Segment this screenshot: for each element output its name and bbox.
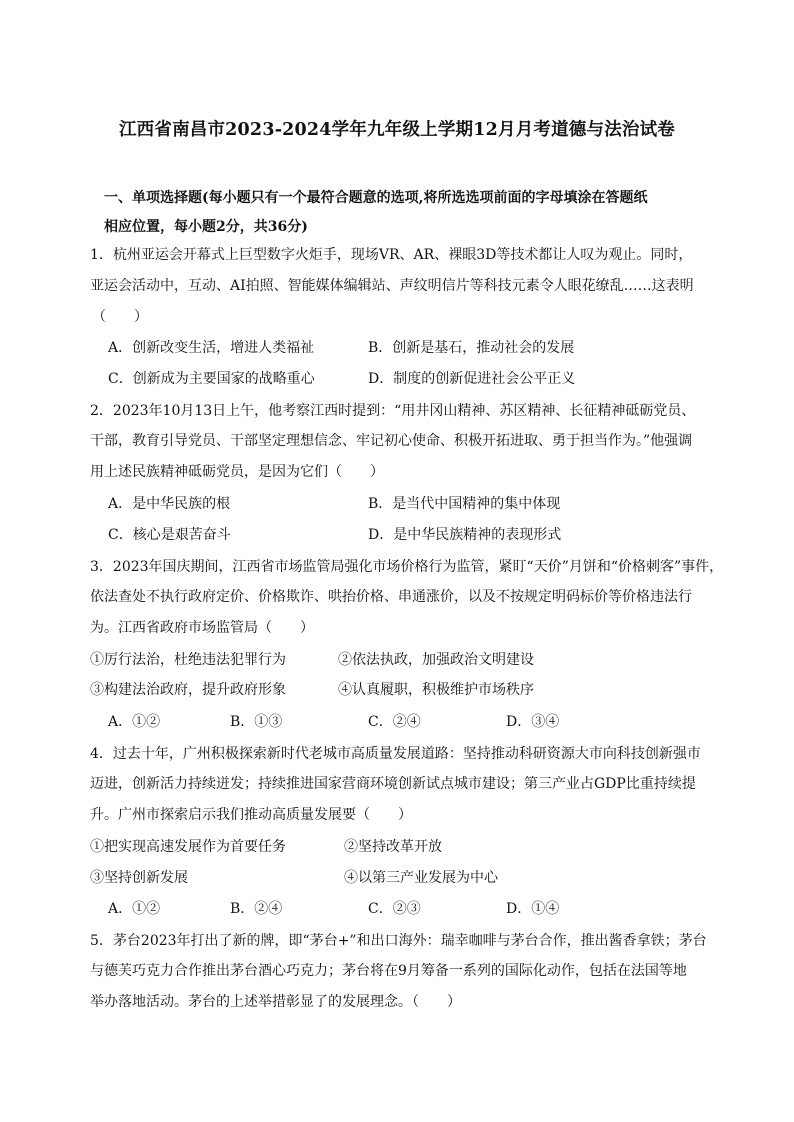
question-stem-line: 升。广州市探索启示我们推动高质量发展要（ ） (90, 807, 412, 823)
option-a: A．创新改变生活，增进人类福祉 (108, 340, 315, 356)
question-stem-line: 干部，教育引导党员、干部坚定理想信念、牢记初心使命、积极开拓进取、勇于担当作为。”他强调 (90, 433, 693, 449)
statement-3: ③构建法治政府，提升政府形象 (90, 682, 286, 698)
question-stem-line: 用上述民族精神砥砺党员，是因为它们（ ） (90, 464, 384, 480)
statement-1: ①厉行法治，杜绝违法犯罪行为 (90, 652, 286, 668)
statement-4: ④以第三产业发展为中心 (344, 870, 498, 886)
section-heading-line-2: 相应位置，每小题2分，共36分) (104, 219, 308, 235)
option-d: D．①④ (506, 901, 560, 917)
section-heading-line-1: 一、单项选择题(每小题只有一个最符合题意的选项,将所选选项前面的字母填涂在答题纸 (104, 190, 648, 206)
option-b: B．创新是基石，推动社会的发展 (368, 340, 575, 356)
option-c: C．②④ (368, 714, 421, 730)
option-d: D．是中华民族精神的表现形式 (368, 527, 562, 543)
option-d: D．制度的创新促进社会公平正义 (368, 371, 576, 387)
question-stem-line: 亚运会活动中，互动、AI拍照、智能媒体编辑站、声纹明信片等科技元素令人眼花缭乱……这表明 (90, 278, 694, 294)
question-stem-line: 迈进，创新活力持续迸发；持续推进国家营商环境创新试点城市建设；第三产业占GDP比重持续提 (90, 776, 696, 792)
question-stem-line: 4．过去十年，广州积极探索新时代老城市高质量发展道路：坚持推动科研资源大市向科技创新强市 (90, 746, 701, 762)
option-a: A．①② (108, 714, 161, 730)
question-stem-line: 举办落地活动。茅台的上述举措彰显了的发展理念。（ ） (90, 994, 461, 1010)
statement-1: ①把实现高速发展作为首要任务 (90, 839, 286, 855)
question-stem-line: 与德芙巧克力合作推出茅台酒心巧克力；茅台将在9月筹备一系列的国际化动作，包括在法国等地 (90, 963, 687, 979)
page-title: 江西省南昌市2023-2024学年九年级上学期12月月考道德与法治试卷 (118, 120, 676, 140)
question-stem-line: 1．杭州亚运会开幕式上巨型数字火炬手，现场VR、AR、裸眼3D等技术都让人叹为观止。同时， (90, 247, 693, 263)
answer-blank: （ ） (92, 309, 148, 325)
option-b: B．②④ (230, 901, 283, 917)
question-stem-line: 5．茅台2023年打出了新的牌，即“茅台+”和出口海外：瑞幸咖啡与茅台合作，推出酱香拿铁；茅台 (90, 933, 707, 949)
option-d: D．③④ (506, 714, 560, 730)
option-c: C．创新成为主要国家的战略重心 (108, 371, 315, 387)
option-a: A．①② (108, 901, 161, 917)
question-stem-line: 依法查处不执行政府定价、价格欺诈、哄抬价格、串通涨价，以及不按规定明码标价等价格违法行 (90, 589, 692, 605)
question-stem-line: 3．2023年国庆期间，江西省市场监管局强化市场价格行为监管，紧盯“天价”月饼和“价格刺客”事件， (90, 559, 724, 575)
question-stem-line: 2．2023年10月13日上午，他考察江西时提到：“用井冈山精神、苏区精神、长征精神砥砺党员、 (90, 403, 696, 419)
option-b: B．①③ (230, 714, 283, 730)
statement-4: ④认真履职，积极维护市场秩序 (338, 682, 534, 698)
option-c: C．②③ (368, 901, 421, 917)
statement-3: ③坚持创新发展 (90, 870, 188, 886)
statement-2: ②依法执政，加强政治文明建设 (338, 652, 534, 668)
question-stem-line: 为。江西省政府市场监管局（ ） (90, 620, 314, 636)
option-a: A．是中华民族的根 (108, 496, 231, 512)
statement-2: ②坚持改革开放 (344, 839, 442, 855)
option-c: C．核心是艰苦奋斗 (108, 527, 231, 543)
option-b: B．是当代中国精神的集中体现 (368, 496, 561, 512)
